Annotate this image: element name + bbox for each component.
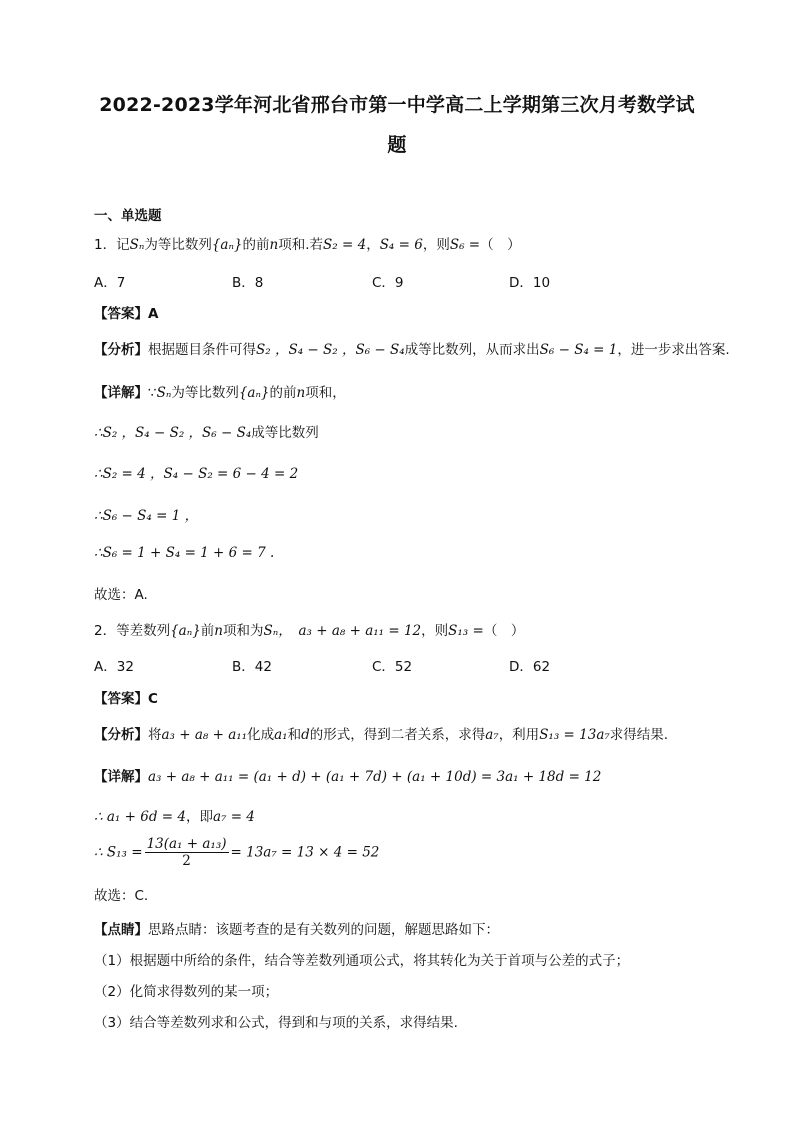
q1-analysis: 【分析】根据题目条件可得S₂ ，S₄ − S₂ ，S₆ − S₄成等比数列，从而求出S₆ − S₄ = 1，进一步求出答案. [94,342,730,358]
q2-option-c: C．52 [372,659,413,675]
q2-option-b: B．42 [232,659,272,675]
q2-answer: 【答案】C [94,691,158,707]
q1-cond1: S₂ = 4 [323,237,367,253]
q2-tip-1: （1）根据题中所给的条件，结合等差数列通项公式，将其转化为关于首项与公差的式子； [94,953,630,969]
q1-answer: 【答案】A [94,306,159,322]
q2-tip-2: （2）化简求得数列的某一项； [94,984,279,1000]
q2-conclusion: 故选：C. [94,888,149,904]
q2-tip: 【点睛】思路点睛：该题考查的是有关数列的问题，解题思路如下： [94,922,499,938]
q2-detail-line1: 【详解】a₃ + a₈ + a₁₁ = (a₁ + d) + (a₁ + 7d) + (a₁ + 10d) = 3a₁ + 18d = 12 [94,769,602,785]
q1-ask: S₆ = [449,237,481,253]
q1-option-d: D．10 [509,275,551,291]
q2-detail-line3: ∴ S₁₃ = $\frac{\text{13(a₁ + a₁₃)}}{2}$ = 13a₇ = 13 × 4 = 52 [94,836,380,869]
q2-stem: 2．等差数列{aₙ}前n项和为Sₙ， a₃ + a₈ + a₁₁ = 12，则S₁₃ =（ ） [94,623,525,639]
doc-title-line2: 题 [387,134,407,156]
q1-detail-line4: ∴S₆ − S₄ = 1 ， [94,508,199,524]
q1-conclusion: 故选：A. [94,587,148,603]
q1-option-c: C．9 [372,275,404,291]
q1-seq: {aₙ} [211,237,243,253]
q1-cond2: S₄ = 6 [379,237,423,253]
q1-option-b: B．8 [232,275,264,291]
q2-tip-3: （3）结合等差数列求和公式，得到和与项的关系，求得结果. [94,1015,458,1031]
q1-detail-line1: 【详解】∵Sₙ为等比数列{aₙ}的前n项和， [94,385,346,401]
q2-option-a: A．32 [94,659,134,675]
q2-fraction: $\frac{\text{13(a₁ + a₁₃)}}{2}$ [146,836,227,869]
q1-sn: Sₙ [129,237,145,253]
q2-option-d: D．62 [509,659,551,675]
q1-option-a: A．7 [94,275,126,291]
section-heading: 一、单选题 [94,208,162,224]
doc-title-line1: 2022-2023学年河北省邢台市第一中学高二上学期第三次月考数学试 [99,94,695,116]
q1-stem: 1．记Sₙ为等比数列{aₙ}的前n项和.若S₂ = 4，S₄ = 6，则S₆ =（ ） [94,237,521,253]
q2-analysis: 【分析】将a₃ + a₈ + a₁₁化成a₁和d的形式，得到二者关系，求得a₇，利用S₁₃ = 13a₇求得结果. [94,727,669,743]
q2-detail-line2: ∴ a₁ + 6d = 4，即a₇ = 4 [94,809,255,825]
q1-detail-line3: ∴S₂ = 4 ，S₄ − S₂ = 6 − 4 = 2 [94,466,299,482]
q1-detail-line5: ∴S₆ = 1 + S₄ = 1 + 6 = 7 . [94,545,275,561]
q1-detail-line2: ∴S₂ ，S₄ − S₂ ，S₆ − S₄成等比数列 [94,425,319,441]
